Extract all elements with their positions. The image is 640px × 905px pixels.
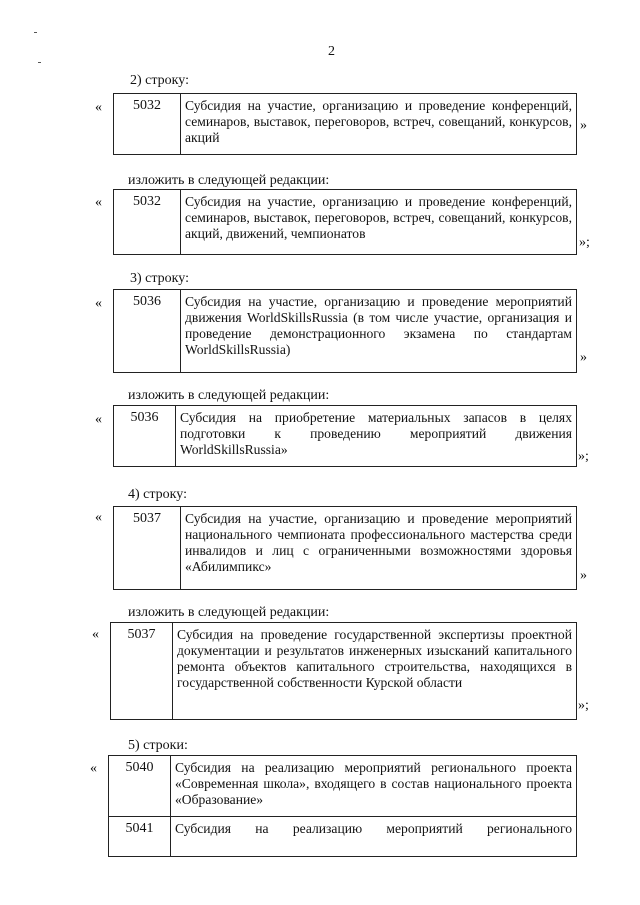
open-quote: « (95, 100, 102, 115)
row-code: 5032 (114, 94, 181, 154)
row-description: Субсидия на участие, организацию и проведение мероприятий национального чемпионата профессионального мастерства среди инвалидов и лиц с ограниченными возможностями здоровья «Абилимпикс» (185, 511, 572, 574)
table-row (109, 756, 576, 816)
close-quote: » (580, 118, 587, 133)
section-label: изложить в следующей редакции: (128, 605, 330, 620)
close-quote: »; (578, 698, 589, 713)
code-table (108, 755, 577, 857)
table-row (114, 406, 576, 466)
page-number: 2 (328, 44, 335, 59)
row-code: 5037 (114, 507, 181, 589)
close-quote: » (580, 568, 587, 583)
scan-speck (38, 62, 41, 63)
section-label: изложить в следующей редакции: (128, 173, 330, 188)
code-table (113, 506, 577, 590)
open-quote: « (95, 195, 102, 210)
row-description: Субсидия на участие, организацию и проведение конференций, семинаров, выставок, переговоров, встреч, совещаний, конкурсов, акций, движений, чемпионатов (185, 194, 572, 241)
code-table (113, 289, 577, 373)
row-code: 5040 (109, 756, 171, 816)
row-description: Субсидия на участие, организацию и проведение конференций, семинаров, выставок, переговоров, встреч, совещаний, конкурсов, акций (185, 98, 572, 145)
row-code: 5032 (114, 190, 181, 254)
row-code: 5036 (114, 290, 181, 372)
open-quote: « (92, 627, 99, 642)
section-label: 4) строку: (128, 487, 187, 502)
section-label: 5) строки: (128, 738, 188, 753)
table-row (114, 290, 576, 372)
open-quote: « (95, 412, 102, 427)
row-code: 5041 (109, 817, 171, 856)
open-quote: « (95, 296, 102, 311)
table-row (114, 507, 576, 589)
table-row (114, 190, 576, 254)
row-code: 5037 (111, 623, 173, 719)
code-table (110, 622, 577, 720)
table-row (111, 623, 576, 719)
close-quote: » (580, 350, 587, 365)
scan-speck (34, 32, 37, 33)
code-table (113, 93, 577, 155)
row-description: Субсидия на участие, организацию и проведение мероприятий движения WorldSkillsRussia (в том числе участие, организация и проведение демонстрационного экзамена по стандартам WorldSkillsRussia) (185, 294, 572, 357)
table-row (114, 94, 576, 154)
code-table (113, 405, 577, 467)
row-description: Субсидия на проведение государственной экспертизы проектной документации и результатов инженерных изысканий капитального ремонта объектов капитального строительства, находящихся в государственной собственности Курской области (177, 627, 572, 690)
code-table (113, 189, 577, 255)
open-quote: « (90, 761, 97, 776)
close-quote: »; (579, 235, 590, 250)
section-label: 2) строку: (130, 73, 189, 88)
row-description: Субсидия на реализацию мероприятий регионального проекта «Современная школа», входящего в состав национального проекта «Образование» (175, 760, 572, 807)
open-quote: « (95, 510, 102, 525)
row-description: Субсидия на реализацию мероприятий регионального (175, 821, 572, 836)
row-description: Субсидия на приобретение материальных запасов в целях подготовки к проведению мероприятий движения WorldSkillsRussia» (180, 410, 572, 457)
table-row (109, 816, 576, 856)
section-label: 3) строку: (130, 271, 189, 286)
row-code: 5036 (114, 406, 176, 466)
close-quote: »; (578, 449, 589, 464)
section-label: изложить в следующей редакции: (128, 388, 330, 403)
